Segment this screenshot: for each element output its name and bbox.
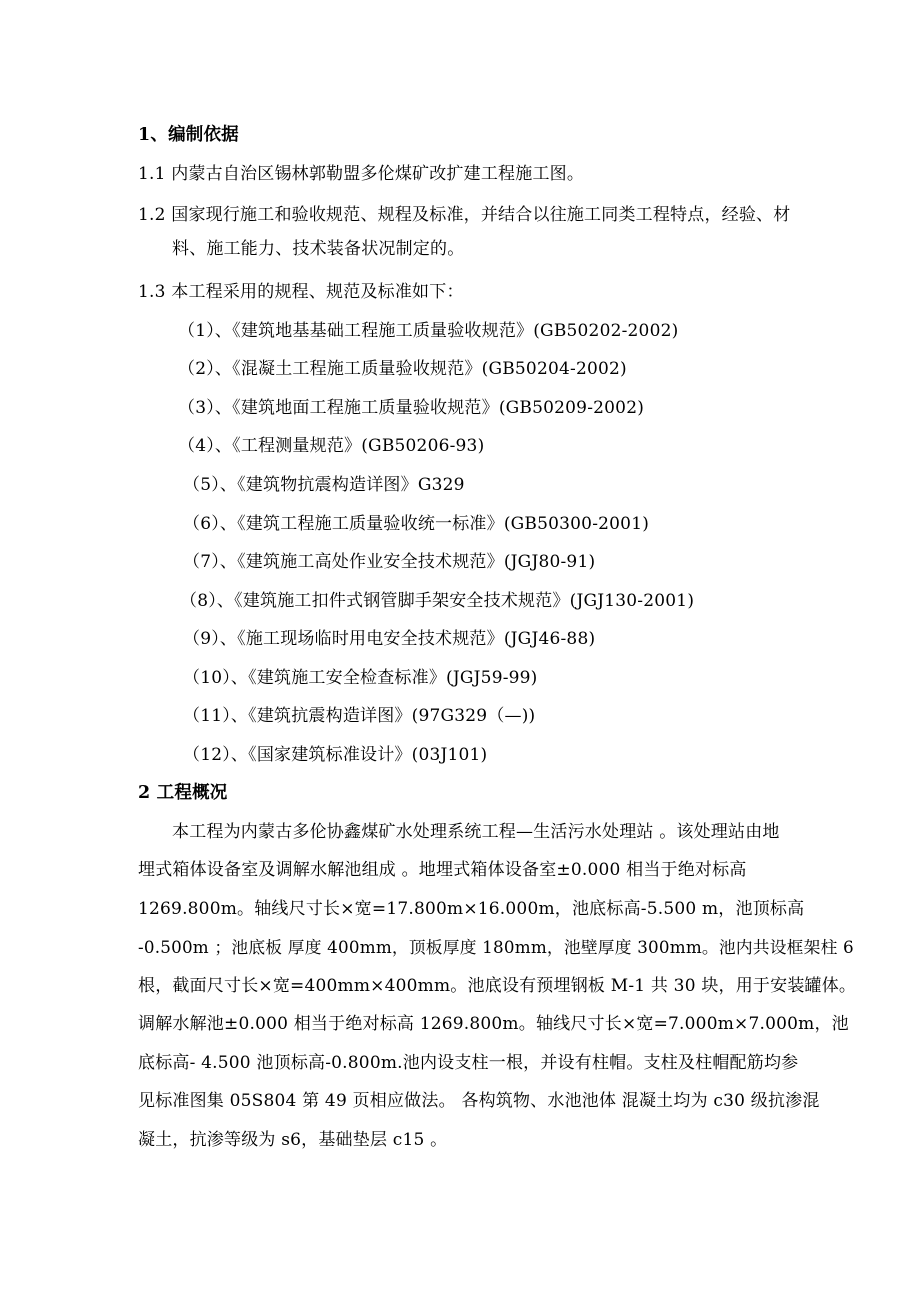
standard-item: （5）、《建筑物抗震构造详图》G329 bbox=[183, 475, 465, 495]
paragraph-line: 凝土，抗渗等级为 s6，基础垫层 c15 。 bbox=[138, 1130, 448, 1150]
item-1-2-line2: 料、施工能力、技术装备状况制定的。 bbox=[172, 239, 465, 259]
item-1-2-line1: 1.2 国家现行施工和验收规范、规程及标准，并结合以往施工同类工程特点，经验、材 bbox=[138, 205, 791, 225]
standard-item: （1）、《建筑地基基础工程施工质量验收规范》(GB50202-2002) bbox=[178, 321, 679, 341]
standard-item: （6）、《建筑工程施工质量验收统一标准》(GB50300-2001) bbox=[183, 514, 650, 534]
paragraph-line: 埋式箱体设备室及调解水解池组成 。地埋式箱体设备室±0.000 相当于绝对标高 bbox=[138, 860, 747, 880]
standard-item: （2）、《混凝土工程施工质量验收规范》(GB50204-2002) bbox=[178, 359, 627, 379]
item-1-3: 1.3 本工程采用的规程、规范及标准如下： bbox=[138, 282, 464, 302]
section-1-heading: 1、编制依据 bbox=[138, 125, 239, 145]
standard-item: （9）、《施工现场临时用电安全技术规范》(JGJ46-88) bbox=[183, 629, 596, 649]
standard-item: （4）、《工程测量规范》(GB50206-93) bbox=[178, 436, 485, 456]
standard-item: （11）、《建筑抗震构造详图》(97G329（—)) bbox=[183, 706, 536, 726]
paragraph-line: 1269.800m。轴线尺寸长×宽=17.800m×16.000m，池底标高-5.500 m，池顶标高 bbox=[138, 899, 805, 919]
item-1-1: 1.1 内蒙古自治区锡林郭勒盟多伦煤矿改扩建工程施工图。 bbox=[138, 164, 585, 184]
standard-item: （3）、《建筑地面工程施工质量验收规范》(GB50209-2002) bbox=[178, 398, 645, 418]
paragraph-line: 本工程为内蒙古多伦协鑫煤矿水处理系统工程—生活污水处理站 。该处理站由地 bbox=[172, 822, 780, 842]
paragraph-line: 根，截面尺寸长×宽=400mm×400mm。池底设有预埋钢板 M-1 共 30 块，用于安装罐体。 bbox=[138, 976, 857, 996]
section-2-heading: 2 工程概况 bbox=[138, 783, 228, 803]
standard-item: （8）、《建筑施工扣件式钢管脚手架安全技术规范》(JGJ130-2001) bbox=[180, 591, 695, 611]
standard-item: （10）、《建筑施工安全检查标准》(JGJ59-99) bbox=[183, 668, 538, 688]
standard-item: （7）、《建筑施工高处作业安全技术规范》(JGJ80-91) bbox=[183, 552, 596, 572]
standard-item: （12）、《国家建筑标准设计》(03J101) bbox=[183, 745, 488, 765]
paragraph-line: -0.500m ；池底板 厚度 400mm，顶板厚度 180mm，池壁厚度 300mm。池内共设框架柱 6 bbox=[138, 937, 854, 957]
paragraph-line: 见标准图集 05S804 第 49 页相应做法。 各构筑物、水池池体 混凝土均为 c30 级抗渗混 bbox=[138, 1091, 820, 1111]
paragraph-line: 调解水解池±0.000 相当于绝对标高 1269.800m。轴线尺寸长×宽=7.000m×7.000m，池 bbox=[138, 1014, 849, 1034]
paragraph-line: 底标高- 4.500 池顶标高-0.800m.池内设支柱一根，并设有柱帽。支柱及柱帽配筋均参 bbox=[138, 1053, 799, 1073]
